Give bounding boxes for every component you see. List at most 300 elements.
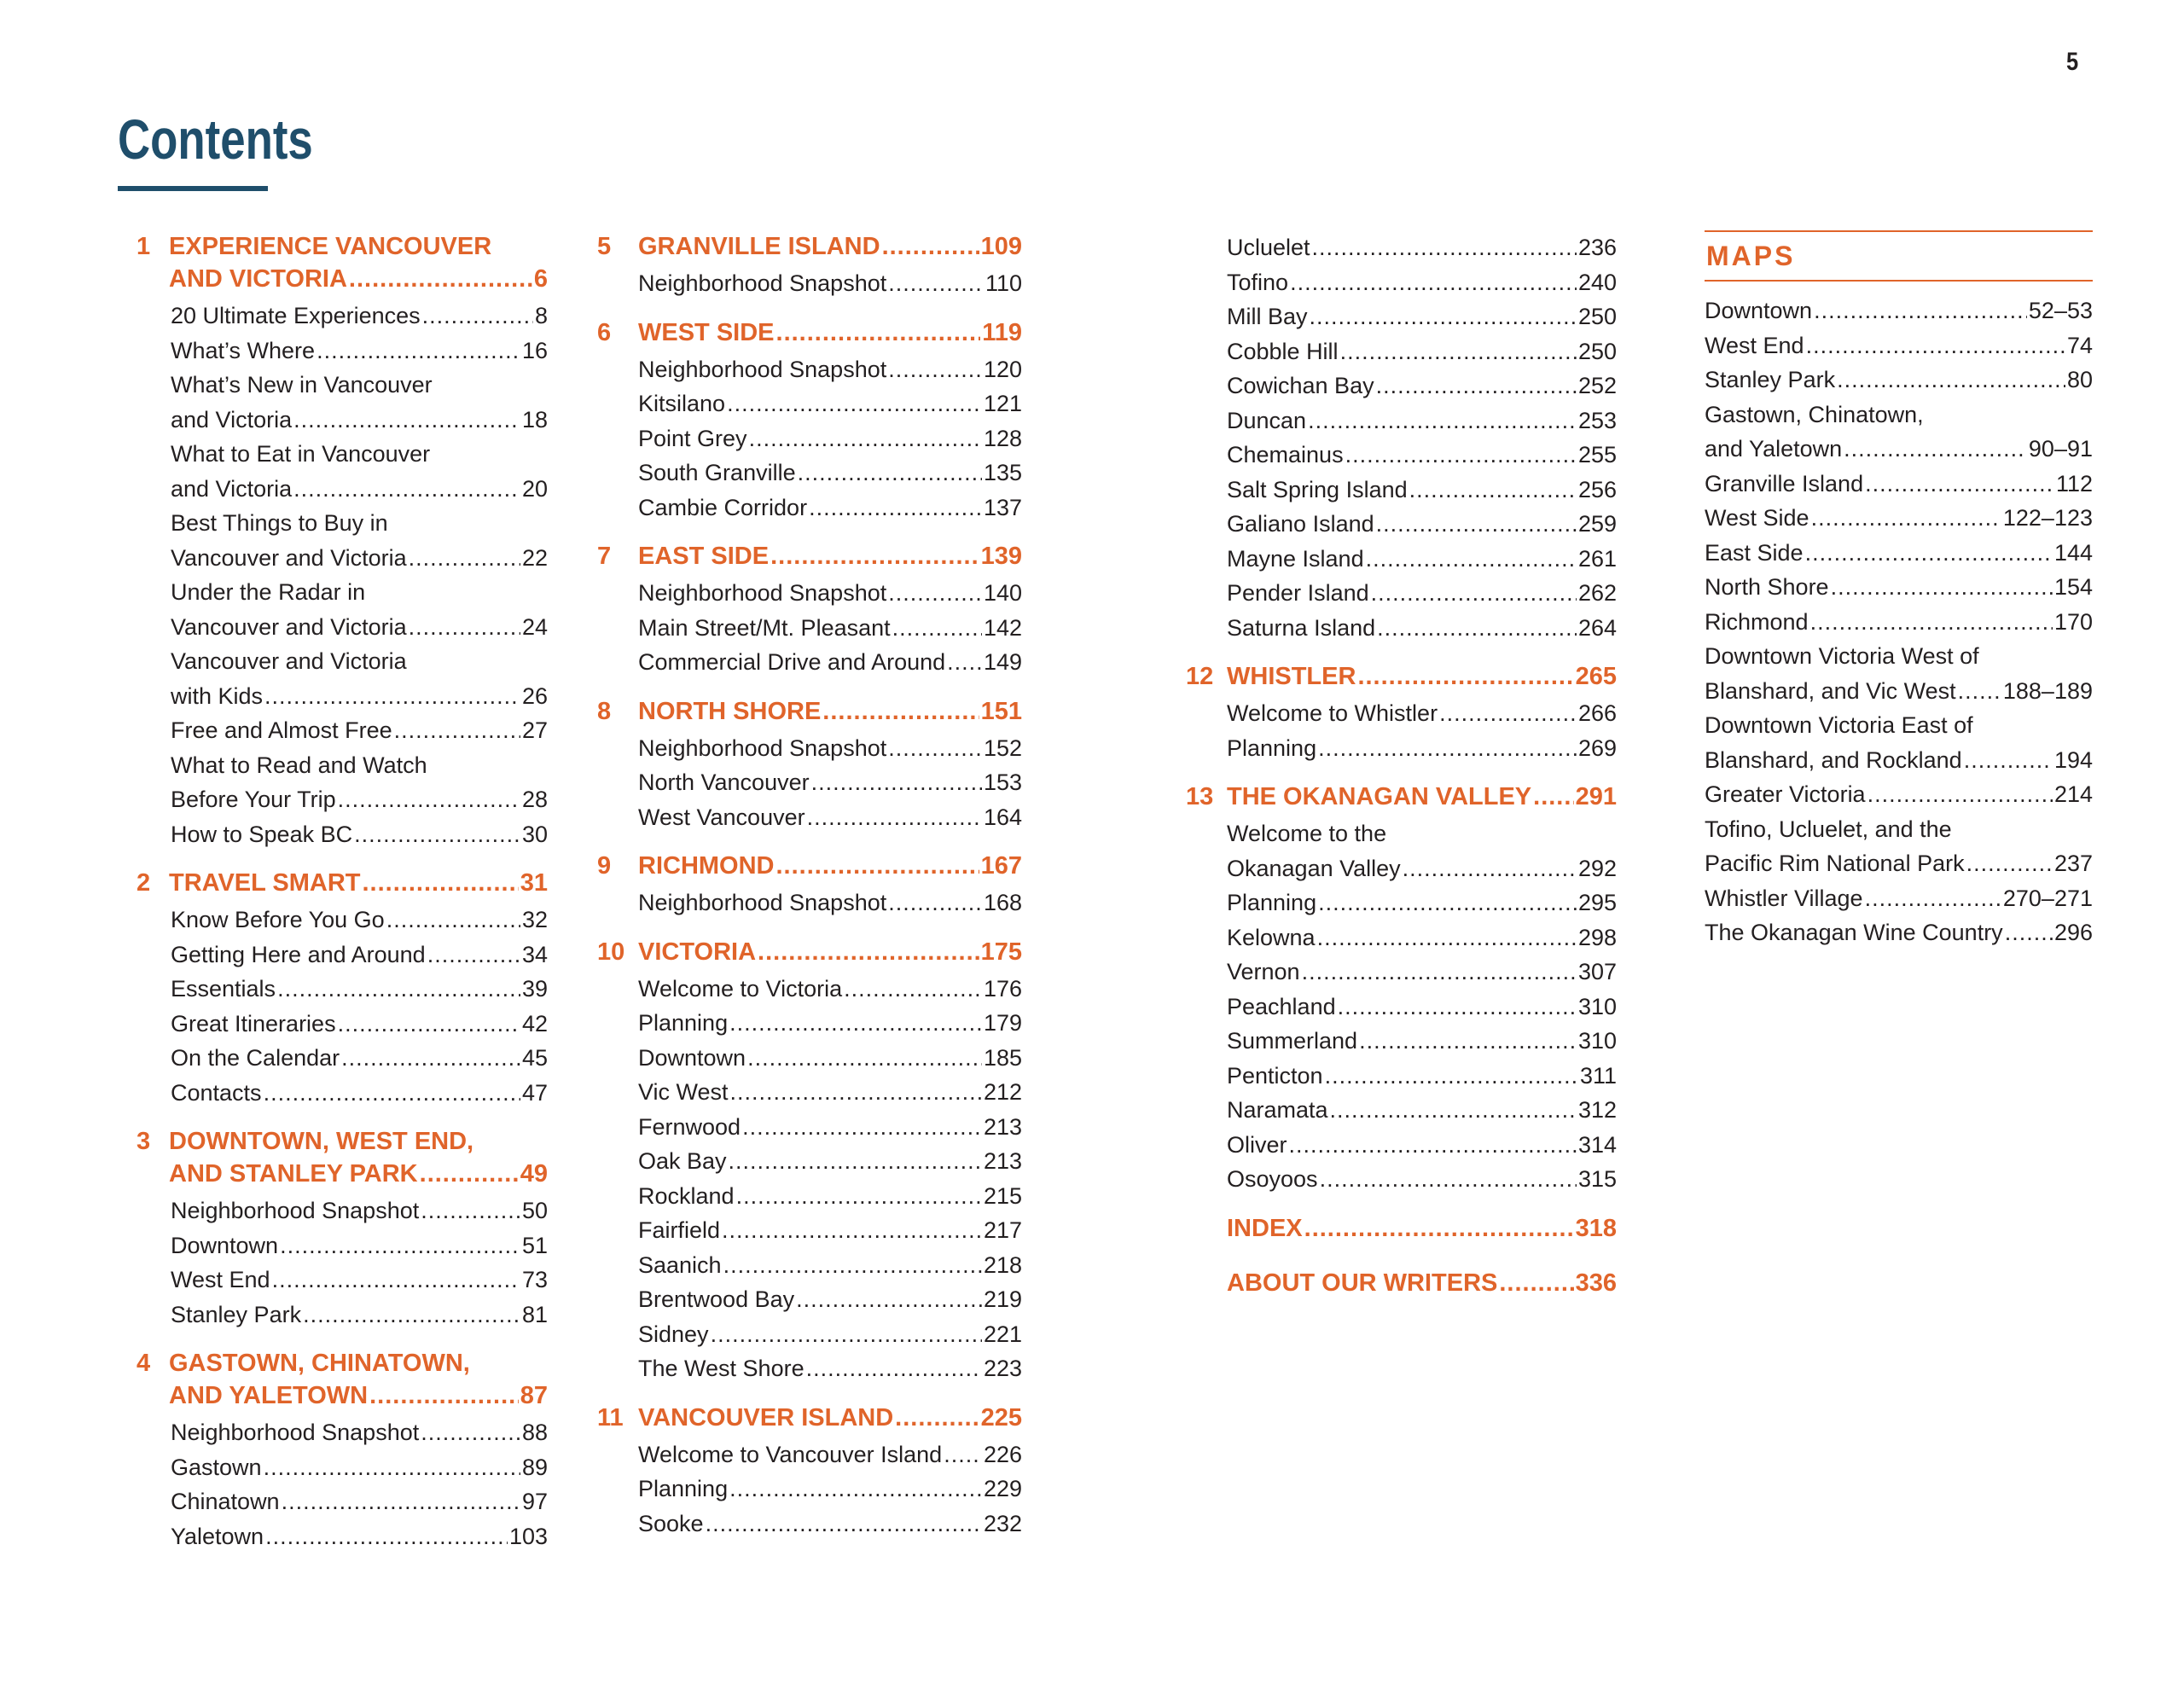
toc-entry[interactable]: [171, 506, 548, 575]
dot-leader: [1304, 1212, 1574, 1245]
toc-entry[interactable]: [638, 1179, 1022, 1214]
toc-entry[interactable]: [171, 938, 548, 973]
toc-entry[interactable]: [1227, 816, 1617, 886]
entry-line: [1705, 501, 2093, 536]
toc-entry[interactable]: [171, 817, 548, 852]
entry-label: Welcome to Whistler: [1227, 700, 1438, 726]
dot-leader: [1330, 1093, 1577, 1128]
toc-entry[interactable]: [638, 611, 1022, 646]
entry-label: Planning: [638, 1476, 729, 1501]
dot-leader: [1865, 881, 2001, 916]
dot-leader: [1357, 660, 1573, 693]
entry-label: AND YALETOWN: [169, 1382, 369, 1409]
toc-entry[interactable]: [638, 1110, 1022, 1145]
page-ref: 140: [983, 580, 1022, 606]
page-ref: 269: [1577, 735, 1617, 761]
section-title-line: [169, 867, 548, 899]
entry-label: Summerland: [1227, 1028, 1358, 1054]
dot-leader: [421, 1415, 520, 1450]
toc-entry[interactable]: [171, 713, 548, 748]
entry-line: [638, 1110, 1022, 1145]
toc-entry[interactable]: [1227, 265, 1617, 300]
toc-entry[interactable]: [638, 1006, 1022, 1041]
toc-entry[interactable]: [171, 1193, 548, 1228]
page-ref: 296: [2053, 920, 2093, 945]
toc-entry[interactable]: [171, 1415, 548, 1450]
toc-entry[interactable]: [1227, 696, 1617, 731]
entry-label: Chemainus: [1227, 442, 1344, 467]
entry-label: Richmond: [1705, 608, 1809, 635]
toc-entry[interactable]: [1705, 501, 2093, 536]
toc-entry[interactable]: [171, 334, 548, 369]
toc-section: [1186, 1212, 1617, 1245]
toc-entry[interactable]: [171, 1007, 548, 1042]
entry-line: [1227, 576, 1617, 611]
page-ref: 122–123: [2002, 505, 2093, 531]
entry-label: Mill Bay: [1227, 304, 1308, 329]
section-entries: [136, 903, 548, 1110]
entry-label: 20 Ultimate Experiences: [171, 303, 421, 328]
entry-line: [171, 1041, 548, 1076]
entry-label: Kelowna: [1227, 924, 1316, 950]
page-ref: 214: [2053, 781, 2093, 807]
dot-leader: [421, 1193, 520, 1228]
entry-label: and Yaletown: [1705, 436, 1843, 462]
dot-leader: [1810, 605, 2053, 640]
section-heading[interactable]: [136, 867, 548, 899]
section-heading[interactable]: [1186, 1267, 1617, 1299]
entry-line: [1227, 404, 1617, 438]
page-ref: 215: [983, 1182, 1022, 1209]
section-title-line: [1227, 1267, 1617, 1299]
toc-entry[interactable]: [638, 266, 1022, 301]
section-heading[interactable]: [136, 230, 548, 295]
page-ref: 34: [521, 941, 548, 967]
entry-line: [171, 472, 548, 507]
toc-entry[interactable]: [1227, 1128, 1617, 1163]
entry-label: Cambie Corridor: [638, 494, 808, 520]
entry-line: [638, 1144, 1022, 1179]
section-entries: [597, 1437, 1022, 1542]
toc-entry[interactable]: [1227, 507, 1617, 542]
toc-entry[interactable]: [638, 456, 1022, 491]
toc-entry[interactable]: [1227, 230, 1617, 265]
toc-entry[interactable]: [638, 1213, 1022, 1248]
page-ref: 270–271: [2002, 885, 2093, 911]
entry-line: [1227, 955, 1617, 990]
entry-label: Commercial Drive and Around: [638, 649, 946, 675]
toc-entry[interactable]: [1227, 369, 1617, 404]
dot-leader: [1865, 467, 2054, 502]
entry-line: [171, 403, 548, 438]
toc-entry[interactable]: [171, 1450, 548, 1485]
toc-entry[interactable]: [638, 972, 1022, 1007]
toc-entry[interactable]: [1227, 576, 1617, 611]
dot-leader: [1340, 334, 1577, 369]
dot-leader: [749, 421, 982, 456]
entry-label: What’s Where: [171, 337, 316, 363]
entry-label: Neighborhood Snapshot: [638, 890, 887, 915]
section-title-line: [638, 1402, 1022, 1434]
section-title-line: [1227, 781, 1617, 813]
section-entries: [597, 266, 1022, 301]
dot-leader: [265, 1519, 508, 1554]
toc-entry[interactable]: [171, 299, 548, 334]
page-ref: 265: [1575, 663, 1617, 690]
page-ref: 218: [983, 1251, 1022, 1278]
dot-leader: [1320, 1162, 1577, 1197]
section-heading[interactable]: [597, 850, 1022, 882]
toc-entry[interactable]: [1227, 1024, 1617, 1059]
page-number: 5: [2066, 48, 2079, 76]
entry-label: Know Before You Go: [171, 907, 385, 932]
page-ref: 221: [983, 1321, 1022, 1347]
section-entries: [1186, 816, 1617, 1197]
toc-entry[interactable]: [1705, 777, 2093, 812]
dot-leader: [303, 1298, 520, 1333]
page-ref: 45: [521, 1045, 548, 1071]
page-ref: 109: [980, 233, 1022, 260]
toc-entry[interactable]: [1705, 915, 2093, 950]
section-entries: [136, 1415, 548, 1553]
entry-line: [638, 456, 1022, 491]
section-heading[interactable]: [1186, 660, 1617, 693]
entry-label: Point Grey: [638, 425, 747, 451]
toc-entry[interactable]: [1705, 398, 2093, 467]
dot-leader: [369, 1379, 519, 1412]
toc-entry[interactable]: [171, 1076, 548, 1111]
entry-label: Neighborhood Snapshot: [638, 270, 887, 296]
section-heading[interactable]: [597, 540, 1022, 572]
toc-entry[interactable]: [1227, 404, 1617, 438]
page-ref: 110: [985, 270, 1022, 296]
page-ref: 229: [983, 1476, 1022, 1501]
dot-leader: [822, 695, 979, 728]
toc-entry[interactable]: [171, 575, 548, 644]
toc-entry[interactable]: [171, 972, 548, 1007]
page-ref: 219: [983, 1286, 1022, 1312]
entry-label: Contacts: [171, 1079, 262, 1106]
page-ref: 42: [521, 1010, 548, 1037]
toc-entry[interactable]: [1705, 812, 2093, 881]
entry-label: Chinatown: [171, 1489, 280, 1514]
entry-line: [638, 1075, 1022, 1110]
toc-entry[interactable]: [1705, 467, 2093, 502]
entry-label: What’s New in Vancouver: [171, 372, 433, 398]
page-title: Contents: [118, 107, 313, 171]
toc-entry[interactable]: [638, 731, 1022, 766]
toc-entry[interactable]: [1227, 542, 1617, 577]
title-block: [118, 107, 362, 191]
section-heading[interactable]: [597, 936, 1022, 968]
section-heading[interactable]: [597, 230, 1022, 263]
section-heading[interactable]: [597, 695, 1022, 728]
page-ref: 213: [983, 1148, 1022, 1174]
dot-leader: [338, 1007, 520, 1042]
entry-line: [171, 1076, 548, 1111]
dot-leader: [277, 972, 520, 1007]
dot-leader: [727, 386, 982, 421]
entry-line: [638, 1351, 1022, 1386]
entry-label: Duncan: [1227, 407, 1307, 433]
dot-leader: [895, 1402, 979, 1434]
entry-label: On the Calendar: [171, 1045, 340, 1071]
toc-entry[interactable]: [638, 1472, 1022, 1507]
page-ref: 179: [983, 1010, 1022, 1036]
entry-line: [638, 1248, 1022, 1283]
toc-entry[interactable]: [1227, 1059, 1617, 1094]
section-heading[interactable]: [1186, 781, 1617, 813]
toc-entry[interactable]: [1705, 536, 2093, 571]
section-number: 1: [136, 233, 151, 260]
dot-leader: [1359, 1024, 1577, 1059]
page-ref: 255: [1577, 442, 1617, 467]
page-ref: 226: [983, 1441, 1022, 1467]
toc-section: [1186, 781, 1617, 1197]
toc-entry[interactable]: [1227, 731, 1617, 766]
toc-entry[interactable]: [1705, 363, 2093, 398]
entry-label: Cobble Hill: [1227, 338, 1339, 364]
dot-leader: [362, 867, 518, 899]
section-heading[interactable]: [136, 1125, 548, 1190]
toc-entry[interactable]: [638, 1507, 1022, 1542]
toc-entry[interactable]: [638, 1248, 1022, 1283]
entry-line: [171, 1263, 548, 1298]
toc-entry[interactable]: [638, 352, 1022, 387]
dot-leader: [264, 1450, 520, 1485]
toc-entry[interactable]: [171, 903, 548, 938]
toc-entry[interactable]: [171, 1228, 548, 1263]
entry-line: [638, 1006, 1022, 1041]
toc-entry[interactable]: [638, 421, 1022, 456]
toc-entry[interactable]: [638, 886, 1022, 920]
dot-leader: [1376, 369, 1577, 404]
toc-section: [597, 695, 1022, 835]
page-ref: 256: [1577, 476, 1617, 502]
section-title-line: [638, 936, 1022, 968]
toc-entry[interactable]: [1705, 605, 2093, 640]
toc-entry[interactable]: [1227, 438, 1617, 473]
toc-entry[interactable]: [171, 644, 548, 713]
dot-leader: [338, 782, 520, 817]
section-title-line: [1227, 1212, 1617, 1245]
toc-entry[interactable]: [1227, 299, 1617, 334]
page-ref: 49: [520, 1160, 548, 1188]
entry-line: [1705, 570, 2093, 605]
toc-entry[interactable]: [1705, 881, 2093, 916]
entry-line: [638, 1472, 1022, 1507]
toc-entry[interactable]: [171, 368, 548, 437]
dot-leader: [1958, 674, 2001, 709]
dot-leader: [1439, 696, 1577, 731]
entry-label: Fairfield: [638, 1217, 721, 1243]
entry-line: [1227, 473, 1617, 508]
page-ref: 312: [1577, 1097, 1617, 1123]
toc-entry[interactable]: [1705, 708, 2093, 777]
section-heading[interactable]: [597, 316, 1022, 349]
toc-entry[interactable]: [1227, 920, 1617, 955]
toc-entry[interactable]: [638, 765, 1022, 800]
toc-entry[interactable]: [638, 386, 1022, 421]
toc-entry[interactable]: [638, 645, 1022, 680]
section-heading[interactable]: [136, 1347, 548, 1412]
page-ref: 74: [2066, 332, 2093, 358]
page-ref: 128: [983, 425, 1022, 451]
toc-entry[interactable]: [171, 437, 548, 506]
entry-label: Vancouver and Victoria: [171, 648, 407, 674]
toc-entry[interactable]: [638, 800, 1022, 835]
entry-line: [1705, 328, 2093, 363]
dot-leader: [776, 316, 981, 349]
toc-entry[interactable]: [1227, 334, 1617, 369]
toc-entry[interactable]: [638, 576, 1022, 611]
toc-entry[interactable]: [638, 1351, 1022, 1386]
entry-line: [171, 541, 548, 576]
page-ref: 212: [983, 1079, 1022, 1105]
page-ref: 51: [521, 1232, 548, 1258]
entry-label: Planning: [1227, 890, 1317, 915]
entry-line: [171, 679, 548, 714]
page-ref: 167: [980, 852, 1022, 880]
dot-leader: [1338, 990, 1577, 1025]
entry-label: Gastown: [171, 1454, 262, 1480]
page-ref: 250: [1577, 338, 1617, 364]
dot-leader: [427, 938, 520, 973]
section-heading[interactable]: [1186, 1212, 1617, 1245]
entry-label: VICTORIA: [638, 938, 757, 966]
toc-entry[interactable]: [638, 1317, 1022, 1352]
toc-entry[interactable]: [638, 1075, 1022, 1110]
page-ref: 20: [521, 475, 548, 502]
page-ref: 261: [1577, 545, 1617, 572]
page-ref: 237: [2053, 851, 2093, 876]
entry-line: [638, 576, 1022, 611]
page-ref: 80: [2066, 367, 2093, 392]
entry-label: How to Speak BC: [171, 821, 353, 847]
section-entries: [136, 299, 548, 851]
toc-entry[interactable]: [638, 1282, 1022, 1317]
toc-entry[interactable]: [171, 1041, 548, 1076]
toc-entry[interactable]: [1227, 990, 1617, 1025]
dot-leader: [1533, 781, 1573, 813]
toc-entry[interactable]: [171, 748, 548, 817]
entry-line: [1705, 777, 2093, 812]
page-ref: 310: [1577, 1028, 1617, 1054]
toc-entry[interactable]: [1705, 328, 2093, 363]
toc-section: [597, 540, 1022, 680]
entry-label: GRANVILLE ISLAND: [638, 233, 880, 260]
entry-label: What to Read and Watch: [171, 752, 427, 778]
section-number: 8: [597, 697, 612, 725]
toc-entry[interactable]: [171, 1263, 548, 1298]
toc-entry[interactable]: [638, 1144, 1022, 1179]
dot-leader: [1318, 731, 1577, 766]
toc-entry[interactable]: [638, 491, 1022, 526]
entry-line: [1705, 915, 2093, 950]
page-ref: 8: [534, 303, 548, 328]
dot-leader: [730, 1075, 982, 1110]
page-ref: 188–189: [2002, 677, 2093, 704]
page-ref: 153: [983, 769, 1022, 795]
dot-leader: [1345, 438, 1577, 473]
toc-entry[interactable]: [1227, 886, 1617, 920]
section-title-line: [169, 1158, 548, 1190]
toc-entry[interactable]: [638, 1437, 1022, 1472]
dot-leader: [409, 610, 520, 645]
entry-label: and Victoria: [171, 475, 293, 502]
dot-leader: [349, 263, 532, 295]
page-ref: 90–91: [2028, 436, 2093, 462]
entry-label: Osoyoos: [1227, 1166, 1318, 1192]
dot-leader: [1377, 611, 1577, 646]
toc-entry[interactable]: [1705, 570, 2093, 605]
section-entries: [597, 972, 1022, 1386]
entry-line: [1227, 334, 1617, 369]
toc-entry[interactable]: [1227, 1093, 1617, 1128]
entry-line: [1705, 536, 2093, 571]
entry-line: [1227, 369, 1617, 404]
section-entries: [1186, 696, 1617, 765]
entry-label: East Side: [1705, 539, 1804, 566]
page-ref: 259: [1577, 511, 1617, 537]
entry-label: INDEX: [1227, 1214, 1303, 1242]
dot-leader: [422, 299, 533, 334]
entry-label: Vernon: [1227, 959, 1300, 984]
page-ref: 24: [521, 613, 548, 640]
maps-list: [1705, 293, 2093, 950]
toc-entry[interactable]: [171, 1484, 548, 1519]
entry-line: [638, 1282, 1022, 1317]
dot-leader: [776, 850, 979, 882]
section-title: EXPERIENCE VANCOUVER: [169, 233, 492, 260]
toc-entry[interactable]: [1705, 293, 2093, 328]
toc-entry[interactable]: [1227, 611, 1617, 646]
toc-entry[interactable]: [1227, 473, 1617, 508]
dot-leader: [420, 1158, 519, 1190]
page-ref: 6: [533, 265, 548, 293]
continued-entries: [1186, 230, 1617, 645]
toc-entry[interactable]: [1705, 639, 2093, 708]
page-ref: 253: [1577, 407, 1617, 433]
toc-entry[interactable]: [1227, 955, 1617, 990]
dot-leader: [1867, 777, 2053, 812]
page-ref: 223: [983, 1356, 1022, 1381]
toc-entry[interactable]: [171, 1519, 548, 1554]
entry-line: [1705, 432, 2093, 467]
entry-line: [171, 1484, 548, 1519]
dot-leader: [317, 334, 520, 369]
dot-leader: [264, 1076, 520, 1111]
section-number: 12: [1186, 663, 1214, 690]
section-title-line: [638, 230, 1022, 263]
page-ref: 52–53: [2028, 298, 2093, 323]
section-heading[interactable]: [597, 1402, 1022, 1434]
entry-label: Neighborhood Snapshot: [171, 1198, 420, 1223]
page-ref: 240: [1577, 269, 1617, 295]
section-number: 9: [597, 852, 612, 880]
dot-leader: [409, 541, 520, 576]
toc-entry[interactable]: [638, 1041, 1022, 1076]
entry-label: Blanshard, and Rockland: [1705, 746, 1962, 773]
dot-leader: [806, 1351, 982, 1386]
dot-leader: [1814, 293, 2027, 328]
toc-entry[interactable]: [171, 1298, 548, 1333]
title-underline: [118, 186, 268, 191]
toc-entry[interactable]: [1227, 1162, 1617, 1197]
toc-column-2: [597, 230, 1022, 1556]
dot-leader: [706, 1507, 982, 1542]
entry-label: AND STANLEY PARK: [169, 1160, 418, 1188]
